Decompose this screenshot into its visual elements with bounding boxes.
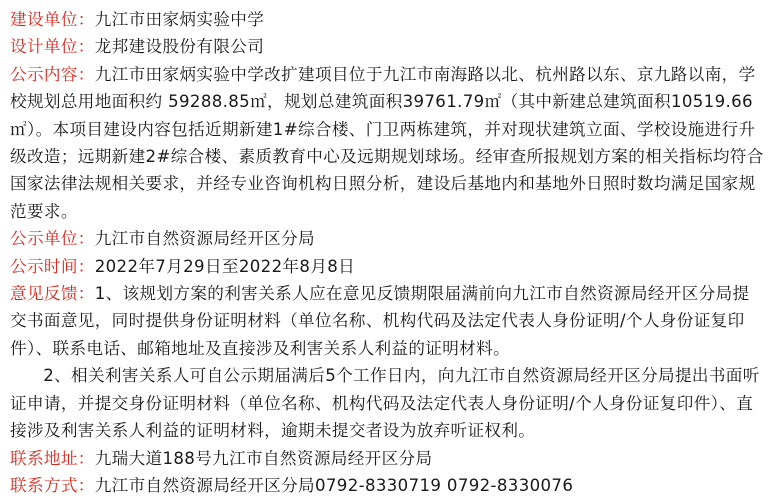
- contact-label: 联系方式：: [10, 475, 95, 495]
- publish-unit-row: [10, 225, 764, 252]
- publish-time-label: 公示时间：: [10, 256, 95, 276]
- design-unit-row: [10, 33, 764, 60]
- feedback-row: [10, 280, 764, 362]
- publish-time-row: [10, 253, 764, 280]
- publish-unit-label: 公示单位：: [10, 229, 95, 249]
- design-unit-value: 龙邦建设股份有限公司: [94, 37, 265, 57]
- construction-unit-value: 九江市田家炳实验中学: [94, 10, 265, 29]
- feedback-label: 意见反馈：: [10, 284, 95, 304]
- feedback-item-2: 2、相关利害关系人可自公示期届满后5个工作日内，向九江市自然资源局经开区分局提出书面听证申请，并提交身份证明材料（单位名称、机构代码及法定代表人身份证明/个人身份证复印件）、直接涉及利害关系人利益的证明材料，逾期未提交者设为放弃听证权利。: [10, 366, 760, 441]
- publish-time-value: 2022年7月29日至2022年8月8日: [94, 256, 356, 276]
- address-value: 九瑞大道188号九江市自然资源局经开区分局: [94, 448, 433, 468]
- content-label: 公示内容：: [10, 64, 95, 84]
- contact-row: [10, 472, 764, 499]
- contact-value: 九江市自然资源局经开区分局0792-8330719 0792-8330076: [94, 475, 574, 495]
- content-value: 九江市田家炳实验中学改扩建项目位于九江市南海路以北、杭州路以东、京九路以南，学校规划总用地面积约 59288.85㎡，规划总建筑面积39761.79㎡（其中新建总建筑面积10519.66㎡）。本项目建设内容包括近期新建1#综合楼、门卫两栋建筑，并对现状建筑立面、学校设施进行升级改造；远期新建2#综合楼、素质教育中心及远期规划球场。经审查所报规划方案的相关指标均符合国家法律法规相关要求，并经专业咨询机构日照分析，建设后基地内和基地外日照时数均满足国家规范要求。: [10, 64, 764, 221]
- construction-unit-row: [10, 6, 764, 33]
- publish-unit-value: 九江市自然资源局经开区分局: [94, 229, 315, 249]
- content-row: [10, 61, 764, 225]
- address-row: [10, 445, 764, 472]
- feedback-item-1: 1、该规划方案的利害关系人应在意见反馈期限届满前向九江市自然资源局经开区分局提交书面意见，同时提供身份证明材料（单位名称、机构代码及法定代表人身份证明/个人身份证复印件）、联系电话、邮箱地址及直接涉及利害关系人利益的证明材料。: [10, 284, 750, 358]
- feedback-item-2-row: [10, 362, 764, 444]
- construction-unit-label: 建设单位：: [10, 10, 95, 29]
- design-unit-label: 设计单位：: [10, 37, 95, 57]
- address-label: 联系地址：: [10, 448, 95, 468]
